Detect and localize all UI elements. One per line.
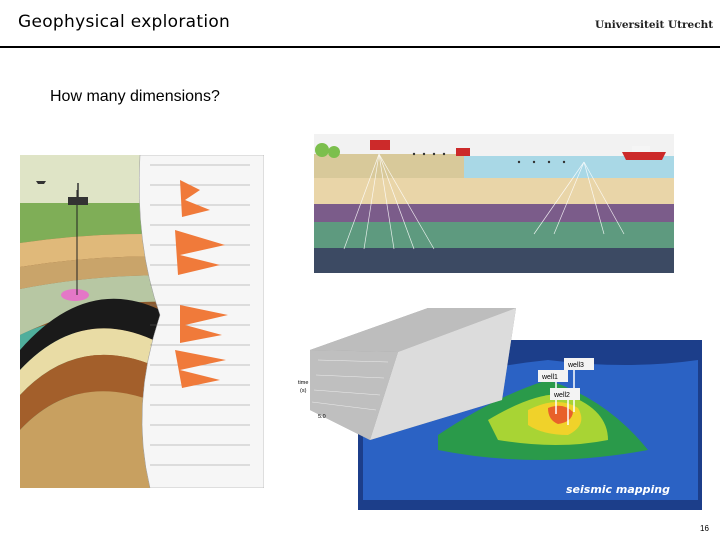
slide-title: Geophysical exploration xyxy=(18,12,231,32)
logo-text: Universiteit Utrecht xyxy=(595,19,714,31)
time-axis-label: time xyxy=(298,380,309,386)
seismic-acquisition-figure xyxy=(314,134,674,273)
depth-tick-label: 5.0 xyxy=(318,414,326,420)
time-unit-label: (s) xyxy=(300,388,307,394)
well1-label: well1 xyxy=(542,374,558,381)
well3-label: well3 xyxy=(568,362,584,369)
seismic-mapping-caption: seismic mapping xyxy=(566,483,671,496)
university-logo xyxy=(590,8,712,42)
page-number: 16 xyxy=(700,524,709,533)
well-log-figure xyxy=(20,155,264,488)
header-divider xyxy=(0,46,720,48)
seismic-mapping-figure xyxy=(288,300,702,510)
well2-label: well2 xyxy=(554,392,570,399)
slide-question: How many dimensions? xyxy=(50,88,220,105)
